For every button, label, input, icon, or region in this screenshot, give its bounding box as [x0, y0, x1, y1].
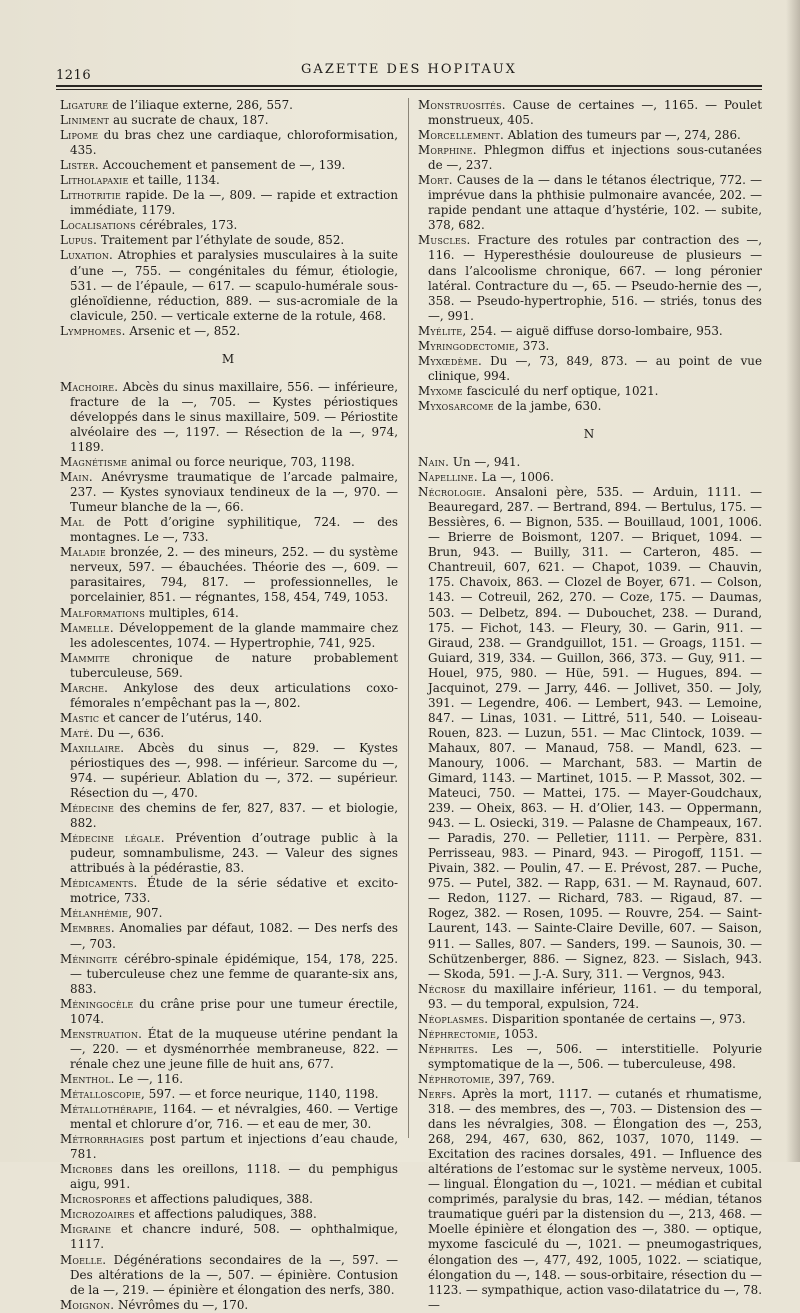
entry-text: 1053.	[500, 1026, 538, 1041]
index-entry	[60, 455, 398, 470]
entry-text: Causes de la — dans le tétanos électrique, 772. — imprévue dans la phthisie pulmonaire avancée, 202. — rapide pendant une attaque d’hystérie, 102. — subite, 378, 682.	[428, 173, 762, 233]
entry-term: Nécrologie.	[418, 485, 487, 500]
entry-text: rapide. De la —, 809. — rapide et extraction immédiate, 1179.	[70, 188, 398, 218]
entry-text: animal ou force neurique, 703, 1198.	[127, 455, 355, 470]
index-entry	[418, 173, 762, 233]
index-entry	[60, 380, 398, 455]
entry-term: Morphine.	[418, 143, 477, 158]
index-entry	[418, 1087, 762, 1313]
index-entry	[418, 384, 762, 399]
entry-text: fasciculé du nerf optique, 1021.	[462, 383, 659, 398]
entry-term: Médicaments.	[60, 876, 138, 891]
index-entry	[418, 354, 762, 384]
entry-text: Du —, 73, 849, 873. — au point de vue clinique, 994.	[428, 353, 762, 383]
index-entry	[60, 1087, 398, 1102]
entry-term: Maxillaire.	[60, 740, 125, 755]
index-entry	[418, 485, 762, 982]
entry-term: Mamelle.	[60, 620, 114, 635]
entries-n	[418, 455, 762, 1313]
entry-text: 397, 769.	[494, 1071, 555, 1086]
index-entry	[60, 651, 398, 681]
entry-term: Lister.	[60, 158, 99, 173]
entry-text: 597. — et force neurique, 1140, 1198.	[145, 1087, 379, 1101]
index-entry	[60, 1027, 398, 1072]
entries-m-left	[60, 380, 398, 1313]
index-entry	[60, 921, 398, 951]
entries-m-right	[418, 98, 762, 414]
entry-text: Du —, 636.	[93, 725, 165, 740]
entry-term: Mort.	[418, 173, 453, 188]
index-entry	[60, 1253, 398, 1298]
column-divider	[408, 98, 409, 1138]
entry-text: Atrophies et paralysies musculaires à la suite d’une —, 755. — congénitales du fémur, étiologie, 531. — de l’épaule, — 617. — scapulo-humérale sous-glénoïdienne, réduction, 889. — sus-acromiale de la clavicule, 250. — verticale externe de la rotule, 468.	[70, 248, 398, 323]
entry-text: Fracture des rotules par contraction des —, 116. — Hyperesthésie douloureuse de plusieurs — dans l’alcoolisme chronique, 667. — long péronier latéral. Contracture du —, 65. — Pseudo-hernie des —, 358. — Pseudo-hypertrophie, 516. — striés, tonus des —, 991.	[428, 233, 762, 323]
entry-text: des chemins de fer, 827, 837. — et biologie, 882.	[70, 801, 398, 831]
entry-term: Médecine légale.	[60, 831, 165, 846]
entry-term: Myxome	[418, 383, 463, 398]
entry-text: et affections paludiques, 388.	[131, 1192, 313, 1207]
header-rule-thin	[56, 89, 762, 90]
entry-text: cérébrales, 173.	[135, 218, 238, 233]
entry-text: Traitement par l’éthylate de soude, 852.	[97, 233, 345, 248]
index-entry	[60, 681, 398, 711]
entry-text: du bras chez une cardiaque, chloroformisation, 435.	[70, 128, 398, 158]
entry-text: et taille, 1134.	[128, 173, 220, 188]
entry-text: 907.	[132, 906, 163, 921]
index-entry	[60, 1102, 398, 1132]
section-heading-m: M	[221, 351, 237, 366]
index-entry	[418, 233, 762, 323]
index-entry	[418, 98, 762, 128]
section-heading-n: N	[583, 426, 597, 441]
entry-text: Cause de certaines —, 1165. — Poulet monstrueux, 405.	[428, 98, 762, 128]
index-entry	[60, 173, 398, 188]
index-entry	[60, 831, 398, 876]
entry-text: bronzée, 2. — des mineurs, 252. — du système nerveux, 597. — ébauchées. Théorie des —, 609. — parasitaires, 794, 817. — professionnelles, le porcelainier, 851. — régnantes, 158, 454, 749, 1053.	[70, 545, 398, 605]
entry-text: au sucrate de chaux, 187.	[109, 113, 269, 128]
entries-l	[60, 98, 398, 339]
entry-term: Membres.	[60, 921, 115, 936]
entry-text: Abcès du sinus maxillaire, 556. — inférieure, fracture de la —, 705. — Kystes périostiques développés dans le sinus maxillaire, 509. — Périostite alvéolaire des —, 1197. — Résection de la —, 974, 1189.	[70, 379, 398, 454]
entry-term: Lymphomes.	[60, 323, 126, 338]
index-entry	[60, 1298, 398, 1313]
index-entry	[418, 1027, 762, 1042]
entry-term: Nécrose	[418, 981, 466, 996]
entry-text: Le —, 116.	[114, 1071, 184, 1086]
index-entry	[60, 621, 398, 651]
right-column	[418, 98, 762, 1313]
entry-text: dans les oreillons, 1118. — du pemphigus aigu, 991.	[70, 1162, 398, 1192]
entry-term: Myxosarcome	[418, 398, 494, 413]
entry-text: Anomalies par défaut, 1082. — Des nerfs des —, 703.	[70, 921, 398, 951]
entry-term: Nain.	[418, 455, 450, 470]
entry-term: Lithotritie	[60, 188, 121, 203]
index-entry	[418, 143, 762, 173]
index-entry	[60, 113, 398, 128]
entry-term: Maté.	[60, 725, 94, 740]
entry-term: Localisations	[60, 218, 136, 233]
index-entry	[60, 997, 398, 1027]
entry-text: de la jambe, 630.	[493, 398, 602, 413]
entry-term: Magnétisme	[60, 455, 128, 470]
index-entry	[418, 399, 762, 414]
entry-term: Médecine	[60, 801, 114, 816]
entry-term: Main.	[60, 470, 93, 485]
index-entry	[60, 98, 398, 113]
entry-text: Phlegmon diffus et injections sous-cutanées de —, 237.	[428, 143, 762, 173]
index-entry	[60, 952, 398, 997]
entry-text: Prévention d’outrage public à la pudeur, somnambulisme, 243. — Valeur des signes attribués à la pédérastie, 83.	[70, 831, 399, 876]
entry-term: Néphrectomie,	[418, 1026, 501, 1041]
index-entry	[418, 455, 762, 470]
entry-text: Disparition spontanée de certains —, 973.	[488, 1011, 746, 1026]
entry-text: Un —, 941.	[449, 455, 521, 470]
index-entry	[418, 339, 762, 354]
index-entry	[60, 233, 398, 248]
entry-term: Menstruation.	[60, 1026, 143, 1041]
entry-term: Métalloscopie,	[60, 1087, 145, 1101]
entry-term: Néoplasmes.	[418, 1011, 489, 1026]
entry-term: Malformations	[60, 605, 146, 620]
entry-term: Luxation.	[60, 248, 114, 263]
entry-term: Mélanhémie,	[60, 906, 133, 921]
entry-term: Néphrites.	[418, 1041, 479, 1056]
index-entry	[60, 801, 398, 831]
index-entry	[60, 1072, 398, 1087]
entry-text: 1164. — et névralgies, 460. — Vertige mental et chlorure d’or, 716. — et eau de mer, 30.	[70, 1102, 398, 1132]
entry-term: Métallothérapie,	[60, 1102, 158, 1117]
entry-term: Méningite	[60, 951, 118, 966]
index-entry	[60, 726, 398, 741]
entry-term: Néphrotomie,	[418, 1071, 495, 1086]
entry-term: Napelline.	[418, 470, 478, 485]
entry-term: Menthol.	[60, 1071, 115, 1086]
entry-text: Étude de la série sédative et excito-motrice, 733.	[70, 876, 398, 906]
index-entry	[418, 128, 762, 143]
entry-text: La —, 1006.	[477, 470, 554, 485]
index-entry	[60, 248, 398, 323]
index-entry	[418, 1072, 762, 1087]
entry-term: Maladie	[60, 545, 106, 560]
index-entry	[418, 1042, 762, 1072]
index-entry	[60, 545, 398, 605]
entry-text: État de la muqueuse utérine pendant la —, 220. — et dysménorrhée membraneuse, 822. — rénale chez une jeune fille de huit ans, 677.	[70, 1026, 398, 1071]
index-entry	[60, 188, 398, 218]
index-entry	[60, 1222, 398, 1252]
index-entry	[60, 906, 398, 921]
entry-text: Abcès du sinus —, 829. — Kystes périostiques des —, 998. — inférieur. Sarcome du —, 974. — supérieur. Ablation du —, 372. — supérieur. Résection du —, 470.	[70, 740, 398, 801]
entry-term: Microbes	[60, 1162, 113, 1177]
entry-text: Névrômes du —, 170.	[114, 1297, 249, 1312]
entry-text: post partum et injections d’eau chaude, 781.	[70, 1132, 398, 1162]
entry-text: Les —, 506. — interstitielle. Polyurie symptomatique de la —, 506. — tuberculeuse, 498.	[428, 1041, 762, 1071]
index-entry	[60, 324, 398, 339]
entry-text: de Pott d’origine syphilitique, 724. — des montagnes. Le —, 733.	[70, 515, 398, 545]
index-entry	[418, 470, 762, 485]
entry-term: Nerfs.	[418, 1087, 457, 1101]
entry-text: Accouchement et pansement de —, 139.	[98, 158, 346, 173]
header-rule	[56, 85, 762, 87]
entry-term: Machoire.	[60, 379, 119, 394]
index-entry	[60, 876, 398, 906]
entry-text: Dégénérations secondaires de la —, 597. — Des altérations de la —, 507. — épinière. Contusion de la —, 219. — épinière et élongation des nerfs, 380.	[70, 1252, 398, 1297]
index-entry	[60, 606, 398, 621]
page-number: 1216	[56, 68, 92, 83]
entry-term: Litholapaxie	[60, 173, 129, 188]
entry-term: Microzoaires	[60, 1207, 135, 1222]
index-entry	[60, 1192, 398, 1207]
page-header	[56, 56, 762, 86]
entry-text: chronique de nature probablement tuberculeuse, 569.	[70, 650, 398, 680]
entry-text: Anévrysme traumatique de l’arcade palmaire, 237. — Kystes synoviaux tendineux de la —, 970. — Tumeur blanche de la —, 66.	[70, 470, 398, 515]
index-entry	[60, 711, 398, 726]
page-edge-shadow	[786, 0, 800, 1162]
entry-text: et chancre induré, 508. — ophthalmique, 1117.	[70, 1222, 398, 1252]
index-entry	[60, 515, 398, 545]
entry-term: Marche.	[60, 680, 109, 695]
entry-term: Microspores	[60, 1192, 132, 1207]
index-entry	[60, 1162, 398, 1192]
index-entry	[418, 1012, 762, 1027]
entry-text: Ablation des tumeurs par —, 274, 286.	[503, 128, 741, 143]
index-entry	[60, 218, 398, 233]
entry-term: Mal	[60, 515, 84, 530]
index-entry	[60, 470, 398, 515]
entry-text: du maxillaire inférieur, 1161. — du temporal, 93. — du temporal, expulsion, 724.	[428, 981, 762, 1011]
entry-text: et affections paludiques, 388.	[134, 1207, 317, 1222]
entry-term: Lipome	[60, 128, 99, 143]
entry-term: Myringodectomie,	[418, 338, 520, 353]
entry-term: Lupus.	[60, 233, 98, 248]
index-entry	[418, 982, 762, 1012]
entry-term: Morcellement.	[418, 128, 504, 143]
entry-text: Après la mort, 1117. — cutanés et rhumatisme, 318. — des membres, des —, 703. — Distension des — dans les névralgies, 308. — Élongation des —, 253, 268, 294, 467, 630, 862, 1037, 1070, 1149. — Excitation des racines dorsales, 491. — Influence des altérations de l’estomac sur le système nerveux, 1005. — lingual. Élongation du —, 1021. — médian et cubital comprimés, paralysie du bras, 142. — médian, tétanos traumatique guéri par la distension du —, 213, 468. — Moelle épinière et élongation des —, 380. — optique, myxome fasciculé du —, 1021. — pneumogastriques, élongation des —, 477, 492, 1005, 1022. — sciatique, élongation du —, 148. — sous-orbitaire, résection du — 1123. — sympathique, action vaso-dilatatrice du —, 78. —	[428, 1087, 762, 1312]
entry-text: 254. — aiguë diffuse dorso-lombaire, 953.	[466, 323, 723, 338]
entry-term: Métrorrhagies	[60, 1132, 145, 1147]
entry-term: Mastic	[60, 710, 100, 725]
entry-term: Mammite	[60, 650, 111, 665]
index-entry	[60, 1132, 398, 1162]
entry-text: et cancer de l’utérus, 140.	[99, 710, 263, 725]
entry-text: Ankylose des deux articulations coxo-fémorales n’empêchant pas la —, 802.	[70, 680, 398, 710]
entry-text: Développement de la glande mammaire chez les adolescentes, 1074. — Hypertrophie, 741, 925.	[70, 620, 398, 650]
entry-text: Ansaloni père, 535. — Arduin, 1111. — Beauregard, 287. — Bertrand, 894. — Bertulus, 175. — Bessières, 6. — Bignon, 535. — Bouillaud, 1001, 1006. — Brierre de Boismont, 1207. — Briquet, 1094. — Brun, 943. — Builly, 311. — Carteron, 485. — Chantreuil, 607, 621. — Chapot, 1039. — Chauvin, 175. Chavoix, 863. — Clozel de Boyer, 671. — Colson, 143. — Cotreuil, 262, 270. — Coze, 175. — Daumas, 503. — Delbetz, 894. — Dubouchet, 238. — Durand, 175. — Fichot, 143. — Fleury, 30. — Garin, 911. — Giraud, 238. — Grandguillot, 151. — Groags, 1151. — Guiard, 319, 334. — Guillon, 366, 373. — Guy, 911. — Houel, 975, 980. — Hüe, 591. — Hugues, 894. — Jacquinot, 279. — Jarry, 446. — Jollivet, 350. — Joly, 391. — Legendre, 406. — Lembert, 943. — Lemoine, 847. — Linas, 1031. — Littré, 511, 540. — Loiseau-Rouen, 823. — Luzun, 551. — Mac Clintock, 1039. — Mahaux, 807. — Manaud, 758. — Mandl, 623. — Manoury, 1006. — Marchant, 583. — Martin de Gimard, 1143. — Martinet, 1015. — P. Massot, 302. — Mateuci, 750. — Mattei, 175. — Mayer-Goudchaux, 239. — Oheix, 863. — H. d’Olier, 143. — Oppermann, 943. — L. Osiecki, 319. — Palasne de Champeaux, 167. — Paradis, 270. — Pelletier, 1111. — Perpère, 831. Perrisseau, 983. — Pinard, 943. — Pirogoff, 1151. — Pivain, 382. — Poulin, 47. — E. Prévost, 287. — Puche, 975. — Putel, 382. — Rapp, 631. — M. Raynaud, 607. — Redon, 1127. — Richard, 783. — Rigaud, 87. — Rogez, 382. — Rosen, 1095. — Rouvre, 254. — Saint-Laurent, 143. — Sainte-Claire Deville, 607. — Saison, 911. — Salles, 807. — Sanders, 199. — Saunois, 30. — Schützenberger, 886. — Signez, 823. — Sislach, 943. — Skoda, 591. — J.-A. Sury, 311. — Vergnos, 943.	[428, 485, 762, 981]
entry-term: Liniment	[60, 113, 110, 128]
index-entry	[418, 324, 762, 339]
index-entry	[60, 158, 398, 173]
entry-term: Migraine	[60, 1222, 112, 1237]
entry-text: Arsenic et —, 852.	[125, 323, 241, 338]
left-column	[60, 98, 398, 1313]
entry-term: Ligature	[60, 98, 109, 112]
index-entry	[60, 741, 398, 801]
entry-text: du crâne prise pour une tumeur érectile, 1074.	[70, 996, 398, 1026]
entry-term: Monstruosités.	[418, 98, 506, 112]
entry-text: cérébro-spinale épidémique, 154, 178, 225. — tuberculeuse chez une femme de quarante-six ans, 883.	[70, 951, 398, 996]
entry-term: Méningocèle	[60, 996, 134, 1011]
entry-text: de l’iliaque externe, 286, 557.	[108, 98, 293, 112]
entry-text: 373.	[519, 338, 550, 353]
entry-term: Moelle.	[60, 1252, 107, 1267]
index-entry	[60, 128, 398, 158]
entry-term: Moignon.	[60, 1297, 115, 1312]
entry-text: multiples, 614.	[145, 605, 239, 620]
entry-term: Myxœdème.	[418, 353, 482, 368]
entry-term: Muscles.	[418, 233, 471, 248]
index-entry	[60, 1207, 398, 1222]
running-title: GAZETTE DES HOPITAUX	[301, 62, 517, 77]
entry-term: Myélite,	[418, 323, 467, 338]
